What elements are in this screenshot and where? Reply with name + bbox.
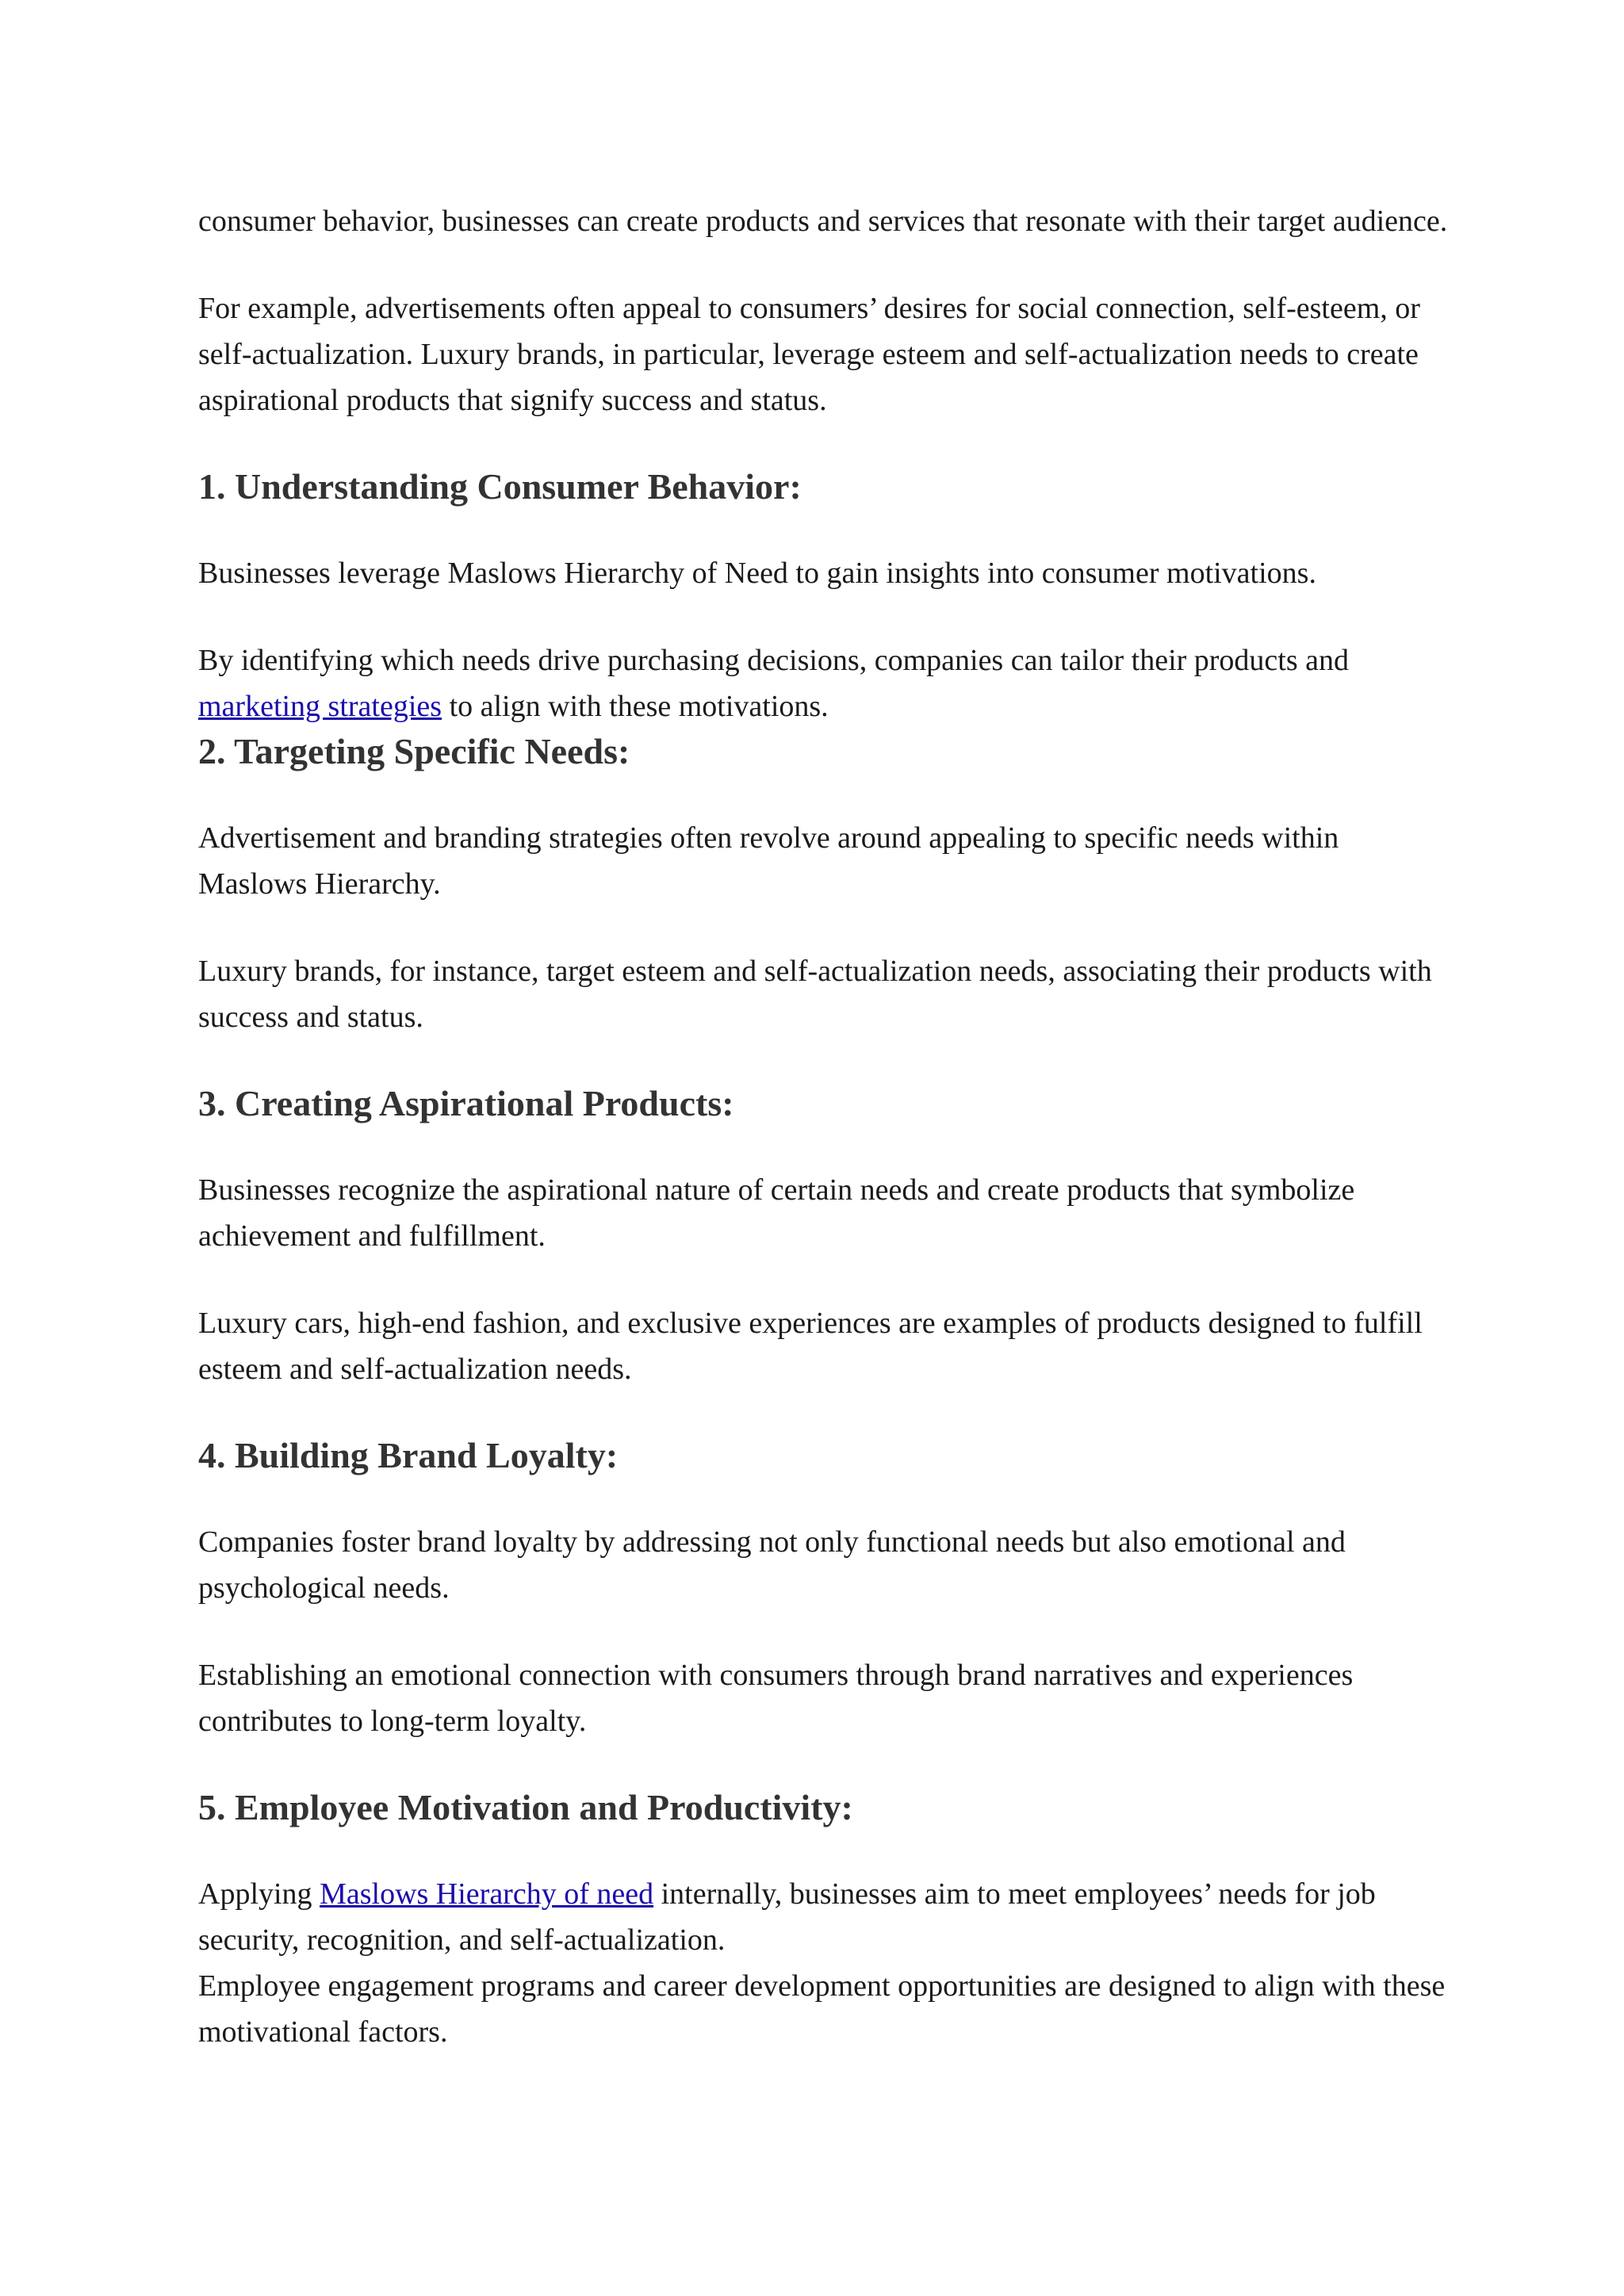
section-3-heading: 3. Creating Aspirational Products: <box>198 1083 734 1123</box>
intro-paragraph-2: For example, advertisements often appeal to consumers’ desires for social connection, self-esteem, or self-actualization. Luxury brands, in particular, leverage esteem and self-actualization needs to create aspirational products that signify success and status. <box>198 292 1420 417</box>
section-1-paragraph-1: Businesses leverage Maslows Hierarchy of Need to gain insights into consumer motivations. <box>198 557 1316 590</box>
section-5-text-after-link: internally, businesses aim to meet employees’ needs for job security, recognition, and self-actualization. <box>198 1877 1376 1957</box>
section-1-paragraph-2 <box>198 637 1451 729</box>
section-2-paragraph-1: Advertisement and branding strategies often revolve around appealing to specific needs within Maslows Hierarchy. <box>198 821 1339 901</box>
section-2-heading: 2. Targeting Specific Needs: <box>198 731 630 771</box>
section-5-heading: 5. Employee Motivation and Productivity: <box>198 1787 853 1827</box>
section-4-heading: 4. Building Brand Loyalty: <box>198 1435 619 1475</box>
section-2-paragraph-2: Luxury brands, for instance, target esteem and self-actualization needs, associating their products with success and status. <box>198 955 1432 1034</box>
section-3-paragraph-2: Luxury cars, high-end fashion, and exclusive experiences are examples of products designed to fulfill esteem and self-actualization needs. <box>198 1307 1423 1386</box>
section-5-paragraph-2: Employee engagement programs and career development opportunities are designed to align with these motivational factors. <box>198 1969 1446 2049</box>
section-3-paragraph-1: Businesses recognize the aspirational nature of certain needs and create products that symbolize achievement and fulfillment. <box>198 1173 1355 1253</box>
maslows-hierarchy-link[interactable]: Maslows Hierarchy of need <box>320 1877 654 1911</box>
section-1-text-before-link: By identifying which needs drive purchasing decisions, companies can tailor their products and <box>198 644 1350 677</box>
document-page <box>198 198 1451 2096</box>
section-4-paragraph-2: Establishing an emotional connection with consumers through brand narratives and experiences contributes to long-term loyalty. <box>198 1659 1354 1738</box>
section-1-heading: 1. Understanding Consumer Behavior: <box>198 466 802 507</box>
section-1-text-after-link: to align with these motivations. <box>442 690 829 723</box>
section-5-text-before-link: Applying <box>198 1877 320 1911</box>
marketing-strategies-link[interactable]: marketing strategies <box>198 690 442 723</box>
section-4-paragraph-1: Companies foster brand loyalty by addressing not only functional needs but also emotional and psychological needs. <box>198 1525 1346 1605</box>
intro-paragraph-1: consumer behavior, businesses can create products and services that resonate with their target audience. <box>198 205 1448 238</box>
section-5-paragraph-1 <box>198 1871 1451 1963</box>
